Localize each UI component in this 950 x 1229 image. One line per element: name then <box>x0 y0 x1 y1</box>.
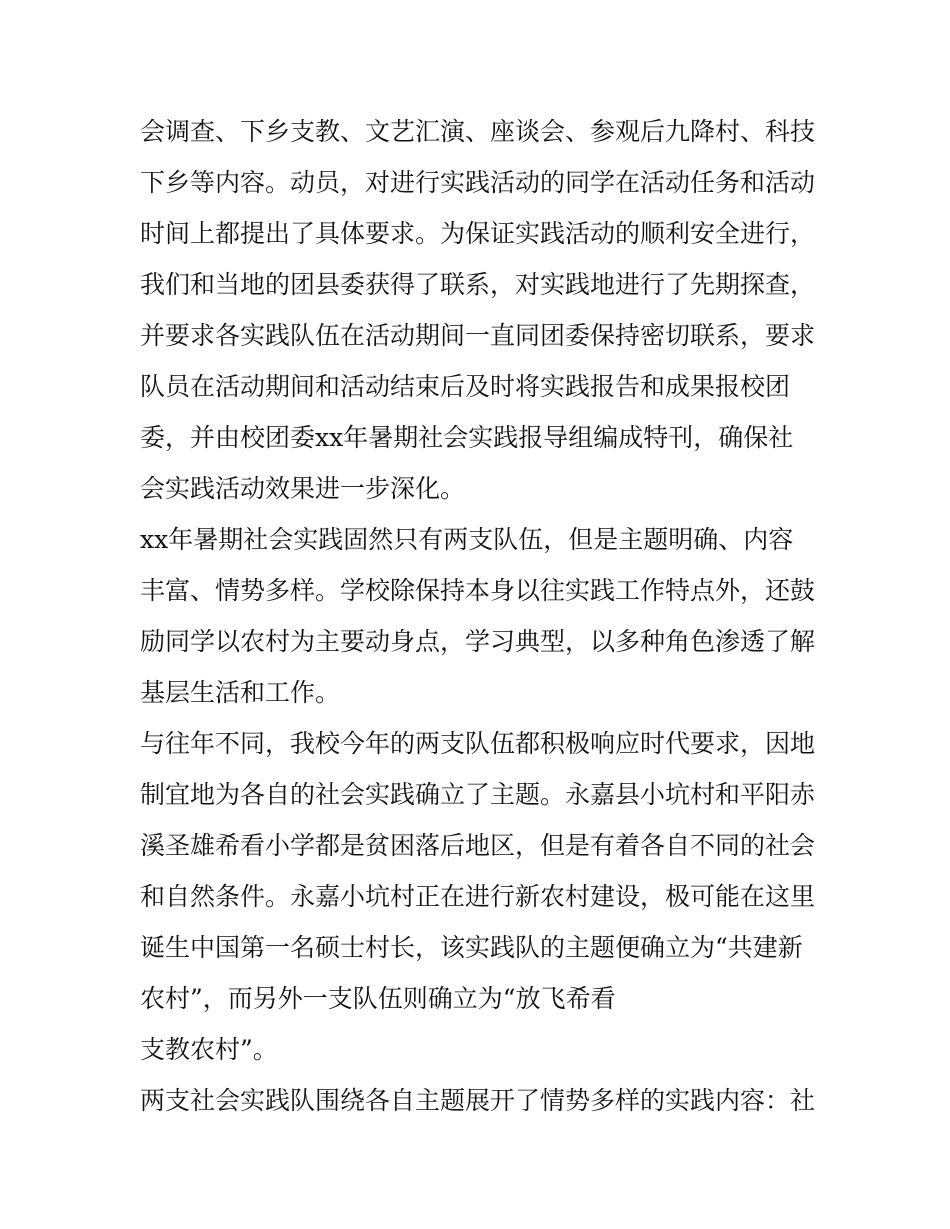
text-line: 与往年不同，我校今年的两支队伍都积极响应时代要求，因地 <box>140 729 816 758</box>
text-line: 农村”，而另外一支队伍则确立为“放飞希看 <box>140 984 616 1013</box>
text-line: 委，并由校团委xx年暑期社会实践报导组编成特刊，确保社 <box>140 423 794 452</box>
text-line: 和自然条件。永嘉小坑村正在进行新农村建设，极可能在这里 <box>140 882 816 911</box>
text-line: 诞生中国第一名硕士村长，该实践队的主题便确立为“共建新 <box>140 933 803 962</box>
text-line: 励同学以农村为主要动身点，学习典型，以多种角色渗透了解 <box>140 627 816 656</box>
text-line: 时间上都提出了具体要求。为保证实践活动的顺利安全进行， <box>140 219 816 248</box>
text-line: xx年暑期社会实践固然只有两支队伍，但是主题明确、内容 <box>140 525 794 554</box>
text-line: 我们和当地的团县委获得了联系，对实践地进行了先期探查， <box>140 270 816 299</box>
text-line: 会调查、下乡支教、文艺汇演、座谈会、参观后九降村、科技 <box>140 117 816 146</box>
document-body <box>140 106 820 1126</box>
text-line: 队员在活动期间和活动结束后及时将实践报告和成果报校团 <box>140 372 791 401</box>
text-line: 溪圣雄希看小学都是贫困落后地区，但是有着各自不同的社会 <box>140 831 816 860</box>
text-line: 制宜地为各自的社会实践确立了主题。永嘉县小坑村和平阳赤 <box>140 780 816 809</box>
text-line: 两支社会实践队围绕各自主题展开了情势多样的实践内容：社 <box>140 1086 816 1115</box>
text-line: 会实践活动效果进一步深化。 <box>140 474 466 503</box>
text-line: 基层生活和工作。 <box>140 678 341 707</box>
text-line: 下乡等内容。动员，对进行实践活动的同学在活动任务和活动 <box>140 168 816 197</box>
text-line: 并要求各实践队伍在活动期间一直同团委保持密切联系，要求 <box>140 321 816 350</box>
text-line: 丰富、情势多样。学校除保持本身以往实践工作特点外，还鼓 <box>140 576 816 605</box>
text-line: 支教农村”。 <box>140 1035 278 1064</box>
